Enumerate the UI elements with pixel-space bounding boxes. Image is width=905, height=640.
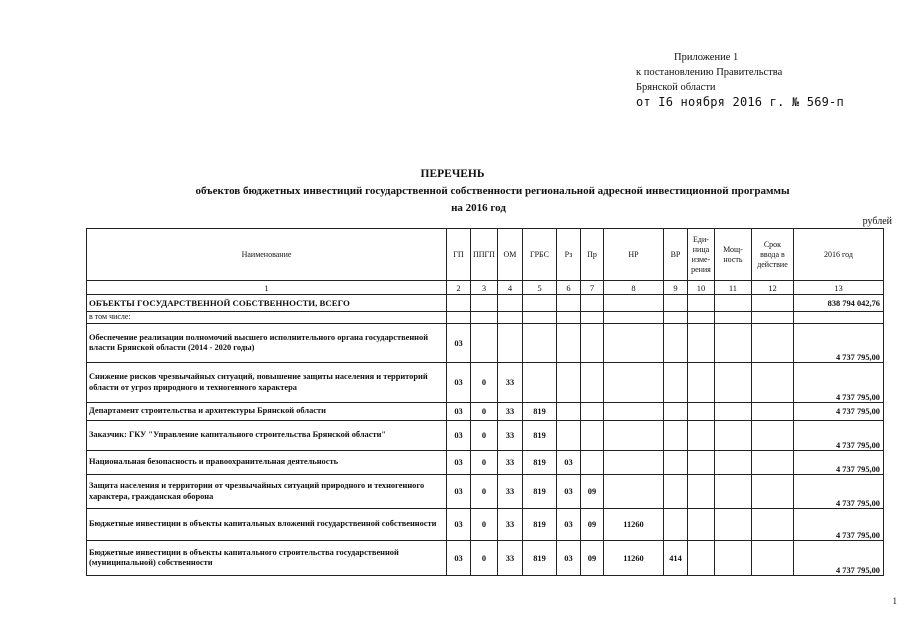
cell-nr	[603, 363, 663, 403]
table-row	[87, 421, 884, 451]
cell-nr: 11260	[603, 541, 663, 576]
cell-gp	[447, 295, 471, 312]
header-ppgp: ППГП	[471, 229, 498, 281]
appendix-block	[636, 50, 844, 110]
cell-gp: 03	[447, 403, 471, 421]
cell-amount: 4 737 795,00	[793, 541, 883, 576]
cell-gp: 03	[447, 363, 471, 403]
header-vr: ВР	[663, 229, 687, 281]
cell-gp: 03	[447, 509, 471, 541]
cell-rz	[556, 421, 580, 451]
header-year: 2016 год	[793, 229, 883, 281]
cell-om	[497, 312, 522, 324]
col-number: 10	[687, 281, 714, 295]
cell-term	[751, 403, 793, 421]
cell-ppgp: 0	[471, 475, 498, 509]
cell-term	[751, 509, 793, 541]
appendix-region: Брянской области	[636, 82, 716, 93]
cell-pr: 09	[580, 541, 603, 576]
table-row	[87, 312, 884, 324]
row-name: Снижение рисков чрезвычайных ситуаций, повышение защиты населения и территорий области от угроз природного и техногенного характера	[87, 363, 447, 403]
col-number: 12	[751, 281, 793, 295]
header-unit: Еди-ница изме-рения	[687, 229, 714, 281]
cell-unit	[687, 324, 714, 363]
table-row	[87, 324, 884, 363]
cell-term	[751, 312, 793, 324]
cell-vr	[663, 324, 687, 363]
cell-unit	[687, 312, 714, 324]
cell-power	[714, 509, 751, 541]
table-row	[87, 451, 884, 475]
cell-amount: 4 737 795,00	[793, 421, 883, 451]
cell-vr: 414	[663, 541, 687, 576]
cell-power	[714, 324, 751, 363]
cell-pr	[580, 324, 603, 363]
cell-vr	[663, 312, 687, 324]
cell-ppgp: 0	[471, 509, 498, 541]
cell-amount: 4 737 795,00	[793, 475, 883, 509]
cell-power	[714, 475, 751, 509]
cell-pr	[580, 403, 603, 421]
cell-pr	[580, 421, 603, 451]
cell-nr	[603, 324, 663, 363]
cell-unit	[687, 295, 714, 312]
cell-grbs: 819	[522, 509, 556, 541]
cell-unit	[687, 421, 714, 451]
cell-pr: 09	[580, 475, 603, 509]
col-number: 13	[793, 281, 883, 295]
cell-pr	[580, 363, 603, 403]
col-number: 1	[87, 281, 447, 295]
cell-power	[714, 312, 751, 324]
cell-rz	[556, 403, 580, 421]
cell-vr	[663, 451, 687, 475]
cell-amount: 4 737 795,00	[793, 403, 883, 421]
cell-amount: 838 794 042,76	[793, 295, 883, 312]
cell-term	[751, 451, 793, 475]
cell-vr	[663, 475, 687, 509]
cell-ppgp: 0	[471, 363, 498, 403]
cell-power	[714, 541, 751, 576]
units-label: рублей	[862, 216, 892, 227]
row-name: в том числе:	[87, 312, 447, 324]
cell-unit	[687, 403, 714, 421]
cell-rz: 03	[556, 541, 580, 576]
cell-unit	[687, 475, 714, 509]
cell-grbs	[522, 295, 556, 312]
header-rz: Рз	[556, 229, 580, 281]
cell-term	[751, 421, 793, 451]
row-name: ОБЪЕКТЫ ГОСУДАРСТВЕННОЙ СОБСТВЕННОСТИ, ВСЕГО	[87, 295, 447, 312]
cell-pr	[580, 295, 603, 312]
header-pr: Пр	[580, 229, 603, 281]
cell-ppgp: 0	[471, 403, 498, 421]
cell-om	[497, 295, 522, 312]
cell-nr	[603, 403, 663, 421]
cell-rz	[556, 295, 580, 312]
cell-grbs	[522, 312, 556, 324]
cell-om: 33	[497, 509, 522, 541]
page-number: 1	[892, 596, 897, 606]
cell-vr	[663, 421, 687, 451]
cell-vr	[663, 403, 687, 421]
cell-amount: 4 737 795,00	[793, 324, 883, 363]
table-row	[87, 541, 884, 576]
cell-ppgp	[471, 295, 498, 312]
cell-om: 33	[497, 421, 522, 451]
cell-amount: 4 737 795,00	[793, 509, 883, 541]
header-row	[87, 229, 884, 281]
appendix-decree: к постановлению Правительства	[636, 67, 783, 78]
cell-vr	[663, 363, 687, 403]
cell-term	[751, 541, 793, 576]
col-number: 4	[497, 281, 522, 295]
cell-grbs: 819	[522, 421, 556, 451]
cell-gp: 03	[447, 541, 471, 576]
table-row	[87, 509, 884, 541]
cell-gp: 03	[447, 324, 471, 363]
cell-term	[751, 475, 793, 509]
cell-pr	[580, 312, 603, 324]
header-nr: НР	[603, 229, 663, 281]
cell-om: 33	[497, 541, 522, 576]
col-number: 3	[471, 281, 498, 295]
cell-nr	[603, 451, 663, 475]
document-year: на 2016 год	[451, 202, 506, 214]
cell-pr: 09	[580, 509, 603, 541]
cell-term	[751, 295, 793, 312]
header-om: ОМ	[497, 229, 522, 281]
investment-table	[86, 228, 884, 576]
row-name: Обеспечение реализации полномочий высшего исполнительного органа государственной власти Брянской области (2014 - 2020 годы)	[87, 324, 447, 363]
table-row	[87, 363, 884, 403]
table-row	[87, 475, 884, 509]
table-row	[87, 403, 884, 421]
header-power: Мощ-ность	[714, 229, 751, 281]
cell-om: 33	[497, 451, 522, 475]
cell-nr	[603, 421, 663, 451]
cell-rz	[556, 363, 580, 403]
cell-unit	[687, 451, 714, 475]
cell-ppgp: 0	[471, 451, 498, 475]
col-number: 7	[580, 281, 603, 295]
cell-unit	[687, 541, 714, 576]
row-name: Защита населения и территории от чрезвычайных ситуаций природного и техногенного характера, гражданская оборона	[87, 475, 447, 509]
row-name: Бюджетные инвестиции в объекты капитальных вложений государственной собственности	[87, 509, 447, 541]
cell-nr	[603, 475, 663, 509]
cell-om	[497, 324, 522, 363]
cell-gp: 03	[447, 451, 471, 475]
appendix-title: Приложение 1	[674, 52, 739, 63]
header-gp: ГП	[447, 229, 471, 281]
document-subtitle: объектов бюджетных инвестиций государственной собственности региональной адресной инвестиционной программы	[195, 185, 790, 197]
header-grbs: ГРБС	[522, 229, 556, 281]
col-number: 6	[556, 281, 580, 295]
cell-gp	[447, 312, 471, 324]
cell-grbs: 819	[522, 475, 556, 509]
cell-rz	[556, 324, 580, 363]
cell-power	[714, 421, 751, 451]
cell-ppgp: 0	[471, 421, 498, 451]
col-number: 5	[522, 281, 556, 295]
cell-vr	[663, 509, 687, 541]
cell-amount: 4 737 795,00	[793, 363, 883, 403]
cell-ppgp: 0	[471, 541, 498, 576]
cell-ppgp	[471, 312, 498, 324]
cell-nr	[603, 295, 663, 312]
cell-grbs	[522, 324, 556, 363]
col-number: 9	[663, 281, 687, 295]
cell-om: 33	[497, 363, 522, 403]
document-title: ПЕРЕЧЕНЬ	[420, 168, 485, 180]
cell-amount	[793, 312, 883, 324]
cell-unit	[687, 509, 714, 541]
cell-term	[751, 363, 793, 403]
cell-grbs: 819	[522, 541, 556, 576]
row-name: Департамент строительства и архитектуры Брянской области	[87, 403, 447, 421]
cell-grbs	[522, 363, 556, 403]
col-number: 2	[447, 281, 471, 295]
appendix-date-number: от I6 ноября 2016 г. № 569-п	[636, 95, 844, 109]
cell-term	[751, 324, 793, 363]
cell-power	[714, 451, 751, 475]
cell-power	[714, 363, 751, 403]
cell-om: 33	[497, 475, 522, 509]
cell-rz	[556, 312, 580, 324]
cell-power	[714, 403, 751, 421]
cell-ppgp	[471, 324, 498, 363]
table-row-total	[87, 295, 884, 312]
cell-rz: 03	[556, 509, 580, 541]
cell-om: 33	[497, 403, 522, 421]
row-name: Заказчик: ГКУ "Управление капитального строительства Брянской области"	[87, 421, 447, 451]
col-number: 8	[603, 281, 663, 295]
cell-grbs: 819	[522, 451, 556, 475]
cell-nr	[603, 312, 663, 324]
header-name: Наименование	[87, 229, 447, 281]
cell-power	[714, 295, 751, 312]
cell-amount: 4 737 795,00	[793, 451, 883, 475]
col-number: 11	[714, 281, 751, 295]
cell-grbs: 819	[522, 403, 556, 421]
cell-nr: 11260	[603, 509, 663, 541]
cell-rz: 03	[556, 451, 580, 475]
cell-vr	[663, 295, 687, 312]
row-name: Национальная безопасность и правоохранительная деятельность	[87, 451, 447, 475]
cell-rz: 03	[556, 475, 580, 509]
cell-gp: 03	[447, 475, 471, 509]
cell-unit	[687, 363, 714, 403]
column-number-row	[87, 281, 884, 295]
cell-pr	[580, 451, 603, 475]
cell-gp: 03	[447, 421, 471, 451]
row-name: Бюджетные инвестиции в объекты капитального строительства государственной (муниципальной) собственности	[87, 541, 447, 576]
header-term: Срок ввода в действие	[751, 229, 793, 281]
